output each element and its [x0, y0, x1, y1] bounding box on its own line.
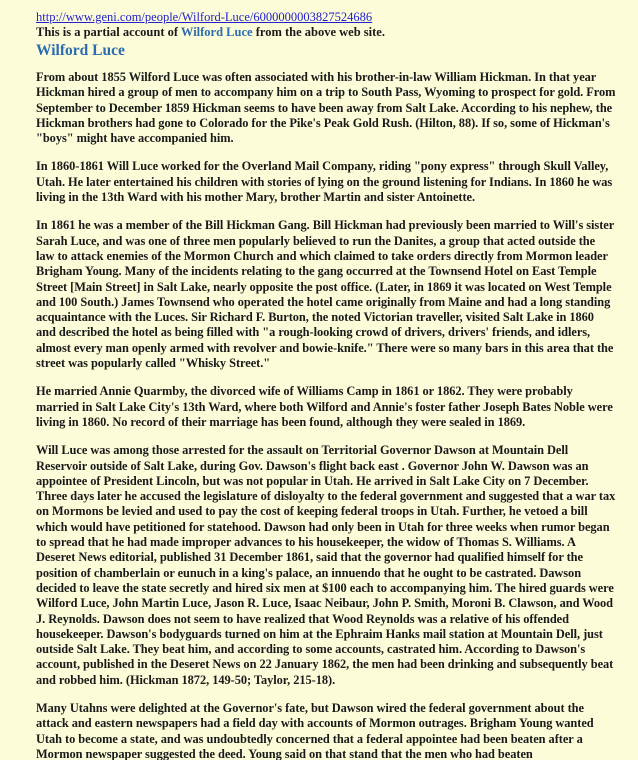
paragraph-hickman-gang: In 1861 he was a member of the Bill Hickman Gang. Bill Hickman had previously been married to Will's sister Sarah Luce, and was one of three men popularly believed to run the Danites, a group that acted outside the law to attack enemies of the Mormon Church and which claimed to take orders directly from Mormon leader Brigham Young. Many of the incidents relating to the gang occurred at the Townsend Hotel on East Temple Street [Main Street] in Salt Lake, nearly opposite the post office. (Later, in 1869 it was located on West Temple and 100 South.) James Townsend who operated the hotel came originally from Maine and had a long standing acquaintance with the Luces. Sir Richard F. Burton, the noted Victorian traveller, visited Salt Lake in 1860 and described the hotel as being filled with "a rough-looking crowd of drivers, drivers' friends, and idlers, almost every man openly armed with revolver and bowie-knife." There were so many bars in this area that the street was popularly called "Whisky Street." — [36, 218, 614, 371]
intro-suffix: from the above web site. — [252, 25, 385, 39]
intro-prefix: This is a partial account of — [36, 25, 181, 39]
paragraph-aftermath: Many Utahns were delighted at the Governor's fate, but Dawson wired the federal government about the attack and eastern newspapers had a field day with accounts of Mormon outrages. Brigham Young wanted Utah to become a state, and was undoubtedly concerned that a federal appointee had been beaten after a Mormon newspaper suggested the deed. Young said on that stand that the men who had beaten — [36, 700, 594, 760]
paragraph-dawson-assault: Will Luce was among those arrested for the assault on Territorial Governor Dawson at Mountain Dell Reservoir outside of Salt Lake, during Gov. Dawson's flight back east . Governor John W. Dawson was an appointee of President Lincoln, but was not popular in Utah. He arrived in Salt Lake City on 7 December. Three days later he accused the legislature of disloyalty to the federal government and suggested that a war tax on Mormons be levied and used to pay the cost of keeping federal troops in Utah. Further, he vetoed a bill which would have petitioned for statehood. Dawson had only been in Utah for three weeks when rumor began to spread that he had made improper advances to his housekeeper, the widow of Thomas S. Williams. A Deseret News editorial, published 31 December 1861, said that the governor had qualified himself for the position of chamberlain or eunuch in a king's palace, an innuendo that he ought to be castrated. Dawson decided to leave the state secretly and hired six men at $100 each to accompanying him. The hired guards were Wilford Luce, John Martin Luce, Jason R. Luce, Isaac Neibaur, John P. Smith, Moroni B. Clawson, and Wood J. Reynolds. Dawson does not seem to have realized that Wood Reynolds was a relative of his offended housekeeper. Dawson's bodyguards turned on him at the Ephraim Hanks mail station at Mountain Dell, just outside Salt Lake. They beat him, and according to some accounts, castrated him. According to Dawson's account, published in the Deseret News on 22 January 1862, the men had been drinking and subsequently beat and robbed him. (Hickman 1872, 149-50; Taylor, 215-18). — [36, 443, 616, 687]
paragraph-early-years: From about 1855 Wilford Luce was often associated with his brother-in-law William Hickman. In that year Hickman hired a group of men to accompany him on a trip to South Pass, Wyoming to prospect for gold. From September to December 1859 Hickman seems to have been away from Salt Lake. According to his nephew, the Hickman brothers had gone to Colorado for the Pike's Peak Gold Rush. (Hilton, 88). If so, some of Hickman's "boys" might have accompanied him. — [36, 70, 616, 146]
intro-line — [36, 25, 616, 40]
page-title: Wilford Luce — [36, 42, 125, 59]
source-url-link[interactable]: http://www.geni.com/people/Wilford-Luce/6000000003827524686 — [36, 10, 373, 24]
paragraph-marriage: He married Annie Quarmby, the divorced wife of Williams Camp in 1861 or 1862. They were probably married in Salt Lake City's 13th Ward, where both Wilford and Annie's foster father Joseph Bates Noble were living in 1860. No record of their marriage has been found, although they were sealed in 1869. — [36, 384, 613, 429]
intro-name: Wilford Luce — [180, 25, 253, 39]
paragraph-pony-express: In 1860-1861 Will Luce worked for the Overland Mail Company, riding "pony express" through Skull Valley, Utah. He later entertained his children with stories of lying on the ground listening for Indians. In 1860 he was living in the 13th Ward with his mother Mary, brother Martin and sister Antoinette. — [36, 159, 613, 205]
